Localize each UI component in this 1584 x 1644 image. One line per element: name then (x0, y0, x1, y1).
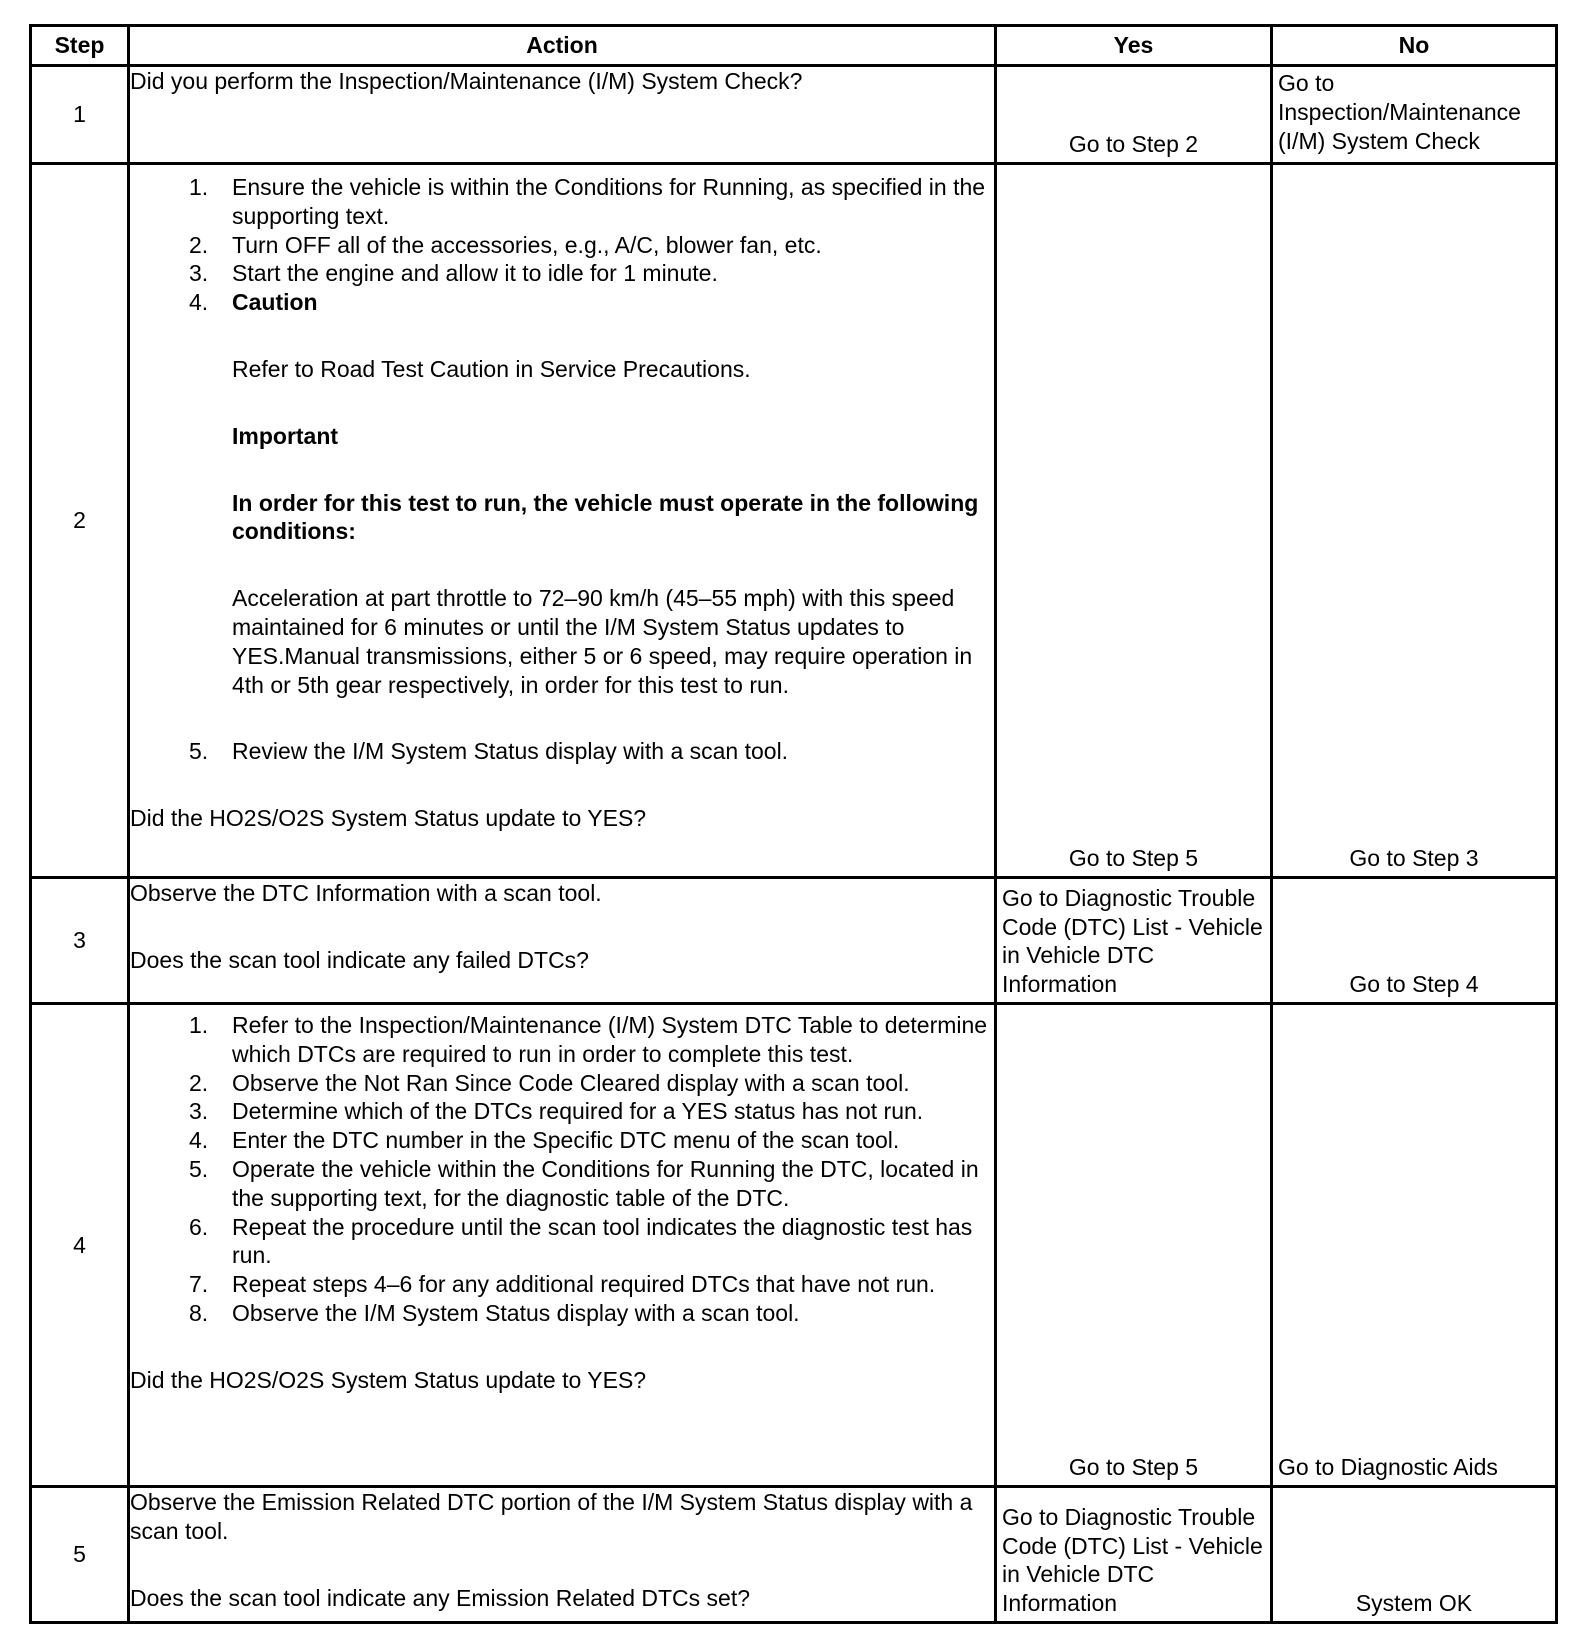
action-text: Observe the DTC Information with a scan tool. (130, 880, 602, 906)
step-number: 4 (31, 1004, 129, 1487)
header-yes: Yes (996, 26, 1272, 66)
step-number: 2 (31, 164, 129, 878)
list-item: 7. Repeat steps 4–6 for any additional required DTCs that have not run. (189, 1271, 936, 1298)
table-row (31, 164, 1557, 878)
list-item: 5. Review the I/M System Status display with a scan tool. (189, 738, 789, 765)
step-number: 1 (31, 66, 129, 164)
no-cell: System OK (1272, 1487, 1557, 1623)
list-item: 6. Repeat the procedure until the scan tool indicates the diagnostic test has run. (189, 1213, 973, 1269)
no-cell: Go to Step 4 (1272, 878, 1557, 1004)
list-item: 1. Ensure the vehicle is within the Conditions for Running, as specified in the supporting text. (189, 174, 986, 229)
no-cell: Go to Diagnostic Aids (1272, 1004, 1557, 1487)
no-cell: Go to Step 3 (1272, 164, 1557, 878)
yes-cell: Go to Diagnostic Trouble Code (DTC) List - Vehicle in Vehicle DTC Information (996, 878, 1272, 1004)
action-text: Did you perform the Inspection/Maintenance (I/M) System Check? (130, 68, 803, 94)
action-cell (129, 164, 996, 878)
diagnostic-table (29, 24, 1558, 1624)
list-item: 5. Operate the vehicle within the Conditions for Running the DTC, located in the supporting text, for the diagnostic table of the DTC. (189, 1155, 979, 1211)
action-cell (129, 1487, 996, 1623)
important-text: In order for this test to run, the vehicle must operate in the following conditions: (232, 489, 979, 545)
table-row (31, 878, 1557, 1004)
action-cell (129, 1004, 996, 1487)
conditions-text: Acceleration at part throttle to 72–90 km/h (45–55 mph) with this speed maintained for 6 minutes or until the I/M System Status updates to YES.Manual transmissions, either 5 or 6 speed, may require operation in 4th or 5th gear respectively, in order for this test to run. (232, 585, 973, 698)
question-text: Did the HO2S/O2S System Status update to YES? (130, 1366, 647, 1393)
table-row (31, 1487, 1557, 1623)
important-label: Important (232, 422, 339, 449)
action-cell (129, 878, 996, 1004)
list-item: 3. Determine which of the DTCs required for a YES status has not run. (189, 1098, 924, 1125)
procedure-list (130, 1011, 994, 1328)
list-item: 2. Turn OFF all of the accessories, e.g., A/C, blower fan, etc. (189, 231, 822, 258)
question-text: Does the scan tool indicate any failed DTCs? (130, 946, 589, 973)
no-cell: Go to Inspection/Maintenance (I/M) System Check (1272, 66, 1557, 164)
list-item: 1. Refer to the Inspection/Maintenance (I/M) System DTC Table to determine which DTCs are required to run in order to complete this test. (189, 1012, 988, 1067)
step-number: 5 (31, 1487, 129, 1623)
header-step: Step (31, 26, 129, 66)
list-item: 4. Enter the DTC number in the Specific DTC menu of the scan tool. (189, 1127, 900, 1154)
action-cell (129, 66, 996, 164)
list-item: 2. Observe the Not Ran Since Code Cleared display with a scan tool. (189, 1069, 910, 1096)
caution-text: Refer to Road Test Caution in Service Precautions. (232, 355, 751, 382)
header-row (31, 26, 1557, 66)
yes-cell: Go to Step 2 (996, 66, 1272, 164)
table-row (31, 1004, 1557, 1487)
yes-cell: Go to Step 5 (996, 1004, 1272, 1487)
question-text: Does the scan tool indicate any Emission Related DTCs set? (130, 1584, 751, 1611)
list-item: 8. Observe the I/M System Status display with a scan tool. (189, 1299, 800, 1326)
yes-cell: Go to Step 5 (996, 164, 1272, 878)
action-text: Observe the Emission Related DTC portion of the I/M System Status display with a scan tool. (130, 1489, 973, 1544)
list-item: 4. Caution (130, 288, 994, 317)
procedure-list (130, 173, 994, 317)
table-row (31, 66, 1557, 164)
yes-cell: Go to Diagnostic Trouble Code (DTC) List - Vehicle in Vehicle DTC Information (996, 1487, 1272, 1623)
header-action: Action (129, 26, 996, 66)
header-no: No (1272, 26, 1557, 66)
step-number: 3 (31, 878, 129, 1004)
caution-label: Caution (232, 289, 318, 316)
procedure-list (130, 737, 994, 766)
list-item: 3. Start the engine and allow it to idle for 1 minute. (189, 260, 718, 287)
question-text: Did the HO2S/O2S System Status update to YES? (130, 805, 647, 832)
